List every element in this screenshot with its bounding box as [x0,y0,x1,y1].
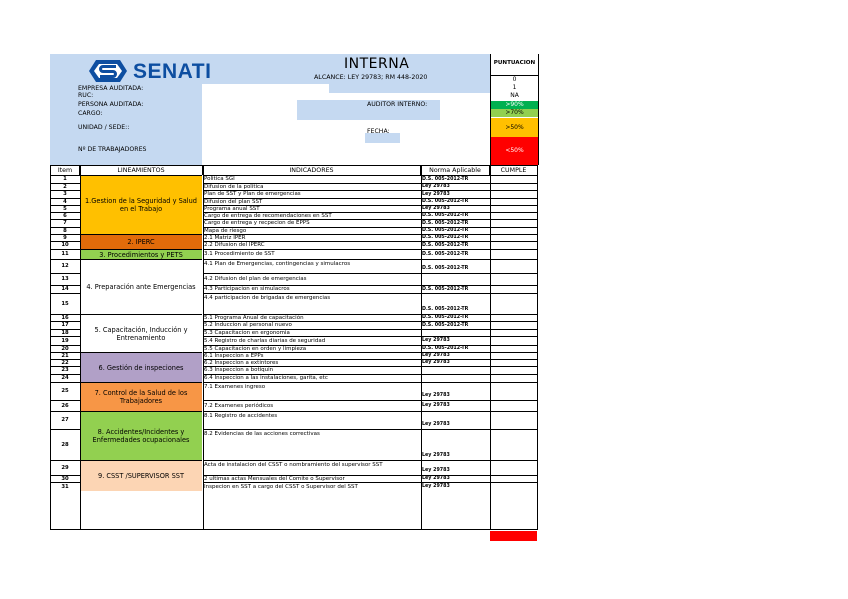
indicator-text: Acta de instalacion del CSST o nombramiento del supervisor SST [204,462,383,468]
cumple-cell[interactable] [491,461,538,475]
cumple-cell[interactable] [491,401,538,411]
norma-aplicable: Ley 29783 [422,353,450,358]
indicator-text: 2.2 Difusion del IPERC [204,242,265,248]
column-divider [490,166,491,529]
indicator-text: 5.2 Induccion al personal nuevo [204,322,292,328]
document-scope: ALCANCE: LEY 29783; RM 448-2020 [314,74,428,81]
cumple-cell[interactable] [491,337,538,345]
indicator-text: 3.1 Procedimiento de SST [204,251,275,257]
indicator-text: Difusion del plan SST [204,199,263,205]
norma-aplicable: D.S. 005-2012-TR [422,213,469,218]
section-4: 4. Preparación ante Emergencias [80,259,202,314]
indicator-text: 6.2 Inspeccion a extintores [204,360,279,366]
score-1: 1 [512,84,517,91]
unidad-input[interactable] [202,133,365,143]
total-score-cell [490,531,537,541]
ruc-label: RUC: [78,92,94,99]
indicator-text: 4.4 participacion de brigadas de emergencias [204,295,331,301]
norma-aplicable: D.S. 005-2012-TR [422,235,469,240]
row-number: 4 [63,199,67,205]
indicator-text: 5.1 Programa Anual de capacitación [204,315,304,321]
report-header [50,54,490,165]
row-number: 23 [61,367,69,373]
row-number: 27 [61,417,69,423]
score-na: NA [510,92,519,99]
row-number: 24 [61,375,69,381]
indicator-text: 4.3 Participacion en simulacros [204,286,290,292]
col-lineamientos: LINEAMIENTOS [80,166,203,175]
row-number: 5 [63,206,67,212]
indicator-text: 8.1 Registro de accidentes [204,413,278,419]
indicator-text: 4.2 Difusion del plan de emergencias [204,276,307,282]
row-number: 13 [61,276,69,282]
cumple-cell[interactable] [491,286,538,293]
row-number: 18 [61,330,69,336]
norma-aplicable: D.S. 005-2012-TR [422,199,469,204]
cumple-cell[interactable] [491,274,538,285]
row-number: 1 [63,176,67,182]
section-3: 3. Procedimientos y PETS [80,249,202,259]
norma-aplicable: D.S. 005-2012-TR [422,221,469,226]
document-title: INTERNA [344,56,410,72]
norma-aplicable: D.S. 005-2012-TR [422,177,469,182]
fecha-label: FECHA: [367,128,390,135]
empresa-label: EMPRESA AUDITADA: [78,85,144,92]
row-number: 6 [63,213,67,219]
trabajadores-input[interactable] [202,143,490,165]
norma-aplicable: D.S. 005-2012-TR [422,287,469,292]
ruc-input[interactable] [202,93,490,100]
score-0: 0 [491,75,538,84]
indicator-text: 7.1 Examenes ingreso [204,384,266,390]
trabajadores-label: Nº DE TRABAJADORES [78,146,147,153]
cargo-label: CARGO: [78,110,103,117]
section-7: 7. Control de la Salud de los Trabajadores [80,382,202,411]
indicator-text: Plan de SST y Plan de emergencias [204,191,301,197]
norma-aplicable: Ley 29783 [422,206,450,211]
row-number: 28 [61,442,69,448]
row-number: 15 [61,301,69,307]
indicator-text: Cargo de entrega y recpecion de EPPS [204,220,310,226]
senati-emblem-icon [88,58,128,84]
row-number: 30 [61,476,69,482]
indicator-text: 6.1 Inspeccion a EPPs [204,353,264,359]
norma-aplicable: Ley 29783 [422,338,450,343]
indicator-text: 5.5 Capacitacion en orden y limpieza [204,346,307,352]
unidad-label: UNIDAD / SEDE:: [78,124,130,131]
score-70: >70% [491,109,538,117]
audit-table [50,165,538,530]
norma-aplicable: D.S. 005-2012-TR [422,266,469,271]
norma-aplicable: D.S. 005-2012-TR [422,228,469,233]
cumple-cell[interactable] [491,220,538,227]
section-2: 2. IPERC [80,234,202,249]
persona-input[interactable] [202,100,297,120]
empresa-input[interactable] [202,84,329,93]
auditor-label: AUDITOR INTERNO: [367,101,428,108]
indicator-text: 2 ultimas actas Mensuales del Comite o Supervisor [204,476,345,482]
indicator-text: Programa anual SST [204,206,260,212]
score-90: >90% [491,101,538,109]
cumple-cell[interactable] [491,367,538,374]
brand-name: SENATI [133,60,212,83]
norma-aplicable: D.S. 005-2012-TR [422,252,469,257]
col-norma: Norma Aplicable [421,166,490,175]
norma-aplicable: Ley 29783 [422,192,450,197]
cumple-cell[interactable] [491,430,538,460]
cumple-cell[interactable] [491,322,538,329]
fecha-input[interactable] [400,133,490,143]
norma-aplicable: Ley 29783 [422,393,450,398]
row-number: 29 [61,465,69,471]
col-indicadores: INDICADORES [203,166,421,175]
indicator-text: 8.2 Evidencias de las acciones correctivas [204,431,320,437]
section-9: 9. CSST /SUPERVISOR SST [80,460,202,491]
indicator-text: 5.3 Capacitacion en ergonomia [204,330,290,336]
cumple-cell[interactable] [491,176,538,183]
row-number: 12 [61,263,69,269]
cumple-cell[interactable] [491,260,538,273]
row-number: 9 [63,235,67,241]
norma-aplicable: Ley 29783 [422,184,450,189]
section-6: 6. Gestión de inspeciones [80,352,202,382]
row-number: 22 [61,360,69,366]
indicator-text: 6.4 Inspeccion a las instalaciones, garita, etc [204,375,328,381]
row-number: 10 [61,242,69,248]
norma-aplicable: D.S. 005-2012-TR [422,243,469,248]
cumple-cell[interactable] [491,250,538,259]
indicator-text: 6.3 Inspeccion a botiquin [204,367,274,373]
cargo-input[interactable] [202,120,490,133]
col-item: Item [51,166,80,175]
cumple-cell[interactable] [491,191,538,198]
indicator-text: 2.1 Matriz IPER [204,235,246,241]
row-number: 20 [61,346,69,352]
row-number: 8 [63,228,67,234]
norma-aplicable: Ley 29783 [422,484,450,489]
row-number: 14 [61,286,69,292]
norma-aplicable: Ley 29783 [422,360,450,365]
section-5: 5. Capacitación, Inducción y Entrenamiento [80,314,202,352]
score-legend [490,54,539,165]
row-number: 17 [61,322,69,328]
cumple-cell[interactable] [491,483,538,491]
norma-aplicable: D.S. 005-2012-TR [422,346,469,351]
indicator-text: Cargo de entrega de recomendaciones en SST [204,213,332,219]
column-divider [421,166,422,529]
norma-aplicable: Ley 29783 [422,422,450,427]
score-title: PUNTUACION [493,60,536,66]
indicator-text: Difusion de la politica [204,184,264,190]
section-1: 1.Gestion de la Seguridad y Salud en el Trabajo [80,175,202,234]
indicator-text: Mapa de riesgo [204,228,247,234]
cumple-cell[interactable] [491,375,538,382]
col-cumple: CUMPLE [500,167,527,174]
row-number: 19 [61,338,69,344]
row-number: 26 [61,403,69,409]
row-number: 25 [61,388,69,394]
row-number: 11 [61,251,69,257]
row-number: 2 [63,184,67,190]
norma-aplicable: D.S. 005-2012-TR [422,307,469,312]
norma-aplicable: Ley 29783 [422,476,450,481]
senati-logo [88,58,228,84]
cumple-cell[interactable] [491,412,538,429]
row-number: 21 [61,353,69,359]
auditor-input[interactable] [440,100,490,120]
norma-aplicable: D.S. 005-2012-TR [422,315,469,320]
indicator-text: 4.1 Plan de Emergencias, contingencias y simulacros [204,261,351,267]
section-8: 8. Accidentes/Incidentes y Enfermedades ocupacionales [80,411,202,460]
column-divider [203,166,204,529]
indicator-text: Politica SGI [204,176,235,182]
row-number: 16 [61,315,69,321]
indicator-text: 7.2 Examenes periódicos [204,403,274,409]
cumple-cell[interactable] [491,383,538,400]
norma-aplicable: Ley 29783 [422,403,450,408]
indicator-text: 5.4 Registro de charlas diarias de seguridad [204,338,326,344]
norma-aplicable: D.S. 005-2012-TR [422,323,469,328]
cumple-cell[interactable] [491,294,538,314]
indicator-text: Inspecion en SST a cargo del CSST o Supervisor del SST [204,484,358,490]
norma-aplicable: Ley 29783 [422,453,450,458]
row-number: 3 [63,191,67,197]
persona-label: PERSONA AUDITADA: [78,101,144,108]
row-number: 31 [61,484,69,490]
row-number: 7 [63,220,67,226]
score-50: >50% [491,118,538,137]
norma-aplicable: Ley 29783 [422,468,450,473]
score-below-50: <50% [491,137,538,165]
column-divider [80,166,81,529]
cumple-cell[interactable] [491,242,538,249]
